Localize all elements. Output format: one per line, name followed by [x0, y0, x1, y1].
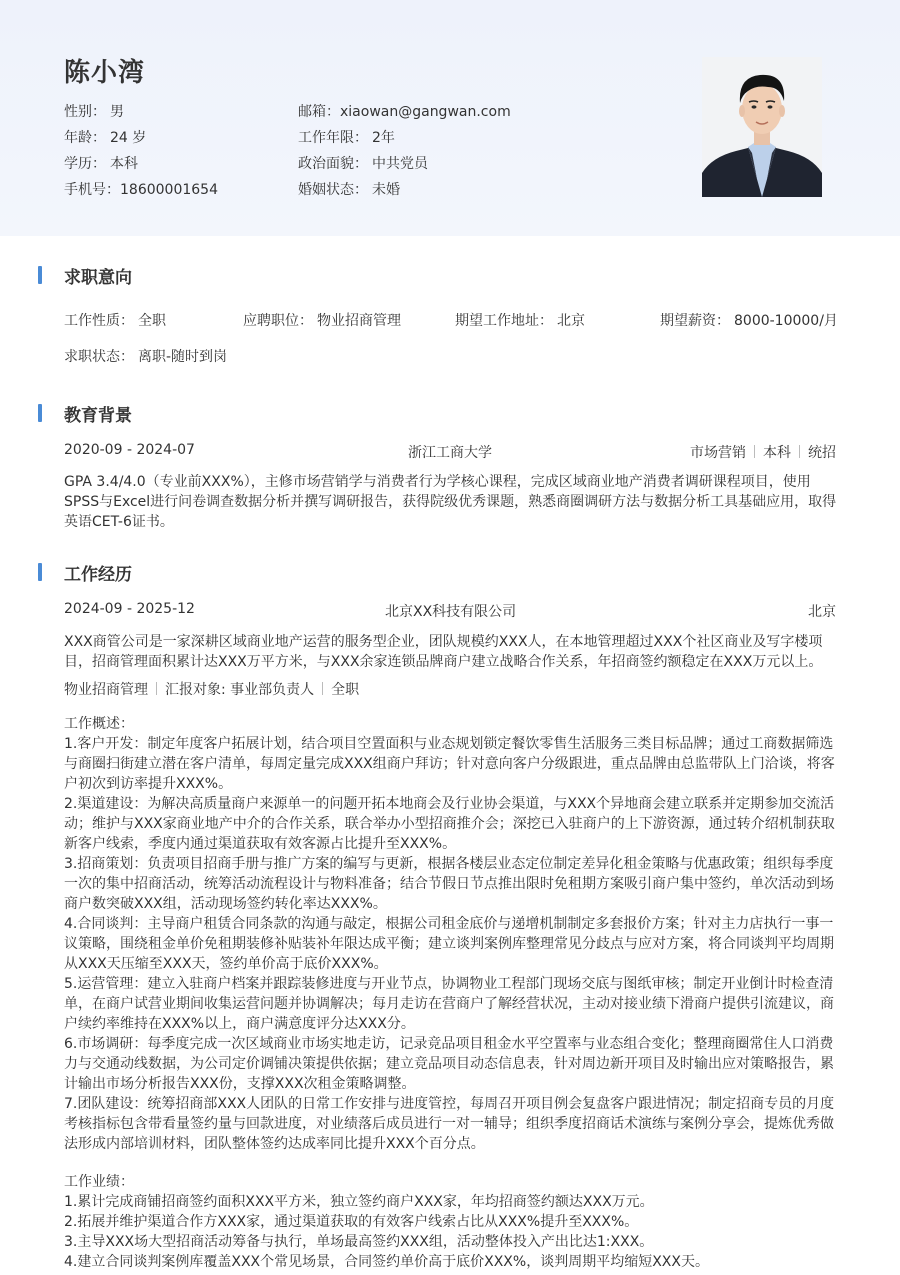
- work-role: 物业招商管理: [64, 682, 148, 698]
- intent-work-type: 工作性质： 全职: [64, 313, 166, 329]
- education-period: 2020-09 - 2024-07: [64, 442, 195, 458]
- intent-status: 求职状态： 离职-随时到岗: [64, 349, 228, 365]
- intent-location: 期望工作地址： 北京: [455, 313, 585, 329]
- section-accent-bar: [38, 563, 42, 581]
- political-status-row: 政治面貌： 中共党员: [298, 156, 428, 172]
- overview-item: 5.运营管理：建立入驻商户档案并跟踪装修进度与开业节点，协调物业工程部门现场交底与图纸审核；制定开业倒计时检查清单，在商户试营业期间收集运营问题并协调解决；每月走访在营商户了解经营状况，主动对接业绩下滑商户提供引流建议，商户续约率维持在XXX%以上，商户满意度评分达XXX分。: [64, 976, 834, 1032]
- education-degree: 本科: [763, 445, 791, 461]
- overview-item: 3.招商策划：负责项目招商手册与推广方案的编写与更新，根据各楼层业态定位制定差异化租金策略与优惠政策；组织每季度一次的集中招商活动，统筹活动流程设计与物料准备；结合节假日节点推出限时免租期方案吸引商户集中签约，单次活动到场商户数突破XXX组，活动现场签约转化率达XXX%。: [64, 856, 834, 912]
- work-period: 2024-09 - 2025-12: [64, 601, 195, 617]
- work-type: 全职: [331, 682, 360, 698]
- result-item: 3.主导XXX场大型招商活动筹备与执行，单场最高签约XXX组，活动整体投入产出比达1:XXX。: [64, 1234, 654, 1250]
- education-description: GPA 3.4/4.0（专业前XXX%），主修市场营销学与消费者行为学核心课程，完成区域商业地产消费者调研课程项目，使用SPSS与Excel进行问卷调查数据分析并撰写调研报告，获得院级优秀课题，熟悉商圈调研方法与数据分析工具基础应用，取得英语CET-6证书。: [64, 474, 837, 530]
- overview-item: 7.团队建设：统筹招商部XXX人团队的日常工作安排与进度管控，每周召开项目例会复盘客户跟进情况；制定招商专员的月度考核指标包含带看量签约量与回款进度，对业绩落后成员进行一对一辅导；组织季度招商话术演练与案例分享会，提炼优秀做法形成内部培训材料，团队整体签约达成率同比提升XXX个百分点。: [64, 1096, 835, 1152]
- gender-row: 性别： 男: [64, 104, 124, 120]
- intent-salary: 期望薪资： 8000-10000/月: [660, 313, 838, 329]
- divider: [322, 682, 323, 695]
- divider: [754, 445, 755, 458]
- results-heading: 工作业绩：: [64, 1174, 134, 1190]
- work-results: [64, 1172, 838, 1272]
- education-enrollment: 统招: [808, 445, 836, 461]
- work-report-to: 汇报对象: 事业部负责人: [165, 682, 315, 698]
- section-accent-bar: [38, 266, 42, 284]
- overview-item: 6.市场调研：每季度完成一次区域商业市场实地走访，记录竞品项目租金水平空置率与业态组合变化；整理商圈常住人口消费力与交通动线数据，为公司定价调铺决策提供依据；建立竞品项目动态信息表，针对周边新开项目及时输出应对策略报告，累计输出市场分析报告XXX份，支撑XXX次租金策略调整。: [64, 1036, 834, 1092]
- intent-position: 应聘职位： 物业招商管理: [243, 313, 401, 329]
- work-tags: [64, 679, 359, 699]
- email-row: 邮箱：xiaowan@gangwan.com: [298, 104, 511, 120]
- age-row: 年龄： 24 岁: [64, 130, 147, 146]
- overview-item: 2.渠道建设：为解决高质量商户来源单一的问题开拓本地商会及行业协会渠道，与XXX个异地商会建立联系并定期参加交流活动；维护与XXX家商业地产中介的合作关系，联合举办小型招商推介会；深挖已入驻商户的上下游资源，通过转介绍机制获取新客户线索，季度内通过渠道获取有效客源占比提升至XXX%。: [64, 796, 835, 852]
- candidate-name: 陈小湾: [64, 58, 146, 88]
- education-school: 浙江工商大学: [408, 445, 492, 461]
- divider: [156, 682, 157, 695]
- work-company: 北京XX科技有限公司: [385, 604, 517, 620]
- education-major: 市场营销: [690, 445, 746, 461]
- section-accent-bar: [38, 404, 42, 422]
- marital-status-row: 婚姻状态： 未婚: [298, 182, 400, 198]
- person-portrait-icon: [702, 57, 822, 197]
- divider: [799, 445, 800, 458]
- phone-row: 手机号：18600001654: [64, 182, 218, 198]
- education-tags: [690, 442, 836, 462]
- result-item: 2.拓展并维护渠道合作方XXX家，通过渠道获取的有效客户线索占比从XXX%提升至XXX%。: [64, 1214, 639, 1230]
- education-level-row: 学历： 本科: [64, 156, 138, 172]
- result-item: 1.累计完成商铺招商签约面积XXX平方米，独立签约商户XXX家，年均招商签约额达XXX万元。: [64, 1194, 654, 1210]
- overview-item: 4.合同谈判：主导商户租赁合同条款的沟通与敲定，根据公司租金底价与递增机制制定多套报价方案；针对主力店执行一事一议策略，围绕租金单价免租期装修补贴装补年限达成平衡；建立谈判案例库整理常见分歧点与应对方案，将合同谈判平均周期从XXX天压缩至XXX天，签约单价高于底价XXX%。: [64, 916, 834, 972]
- work-company-intro: XXX商管公司是一家深耕区域商业地产运营的服务型企业，团队规模约XXX人，在本地管理超过XXX个社区商业及写字楼项目，招商管理面积累计达XXX万平方米，与XXX余家连锁品牌商户建立战略合作关系，年招商签约额稳定在XXX万元以上。: [64, 634, 823, 670]
- result-item: 4.建立合同谈判案例库覆盖XXX个常见场景，合同签约单价高于底价XXX%，谈判周期平均缩短XXX天。: [64, 1254, 709, 1270]
- work-years-row: 工作年限： 2年: [298, 130, 395, 146]
- work-overview: [64, 714, 838, 1154]
- work-city: 北京: [808, 604, 836, 620]
- overview-item: 1.客户开发：制定年度客户拓展计划，结合项目空置面积与业态规划锁定餐饮零售生活服务三类目标品牌；通过工商数据筛选与商圈扫街建立潜在客户清单，每周定量完成XXX组商户拜访；针对意向客户分级跟进，重点品牌由总监带队上门洽谈，将客户初次到访率提升XXX%。: [64, 736, 835, 792]
- overview-heading: 工作概述：: [64, 716, 134, 732]
- profile-photo: [702, 57, 822, 197]
